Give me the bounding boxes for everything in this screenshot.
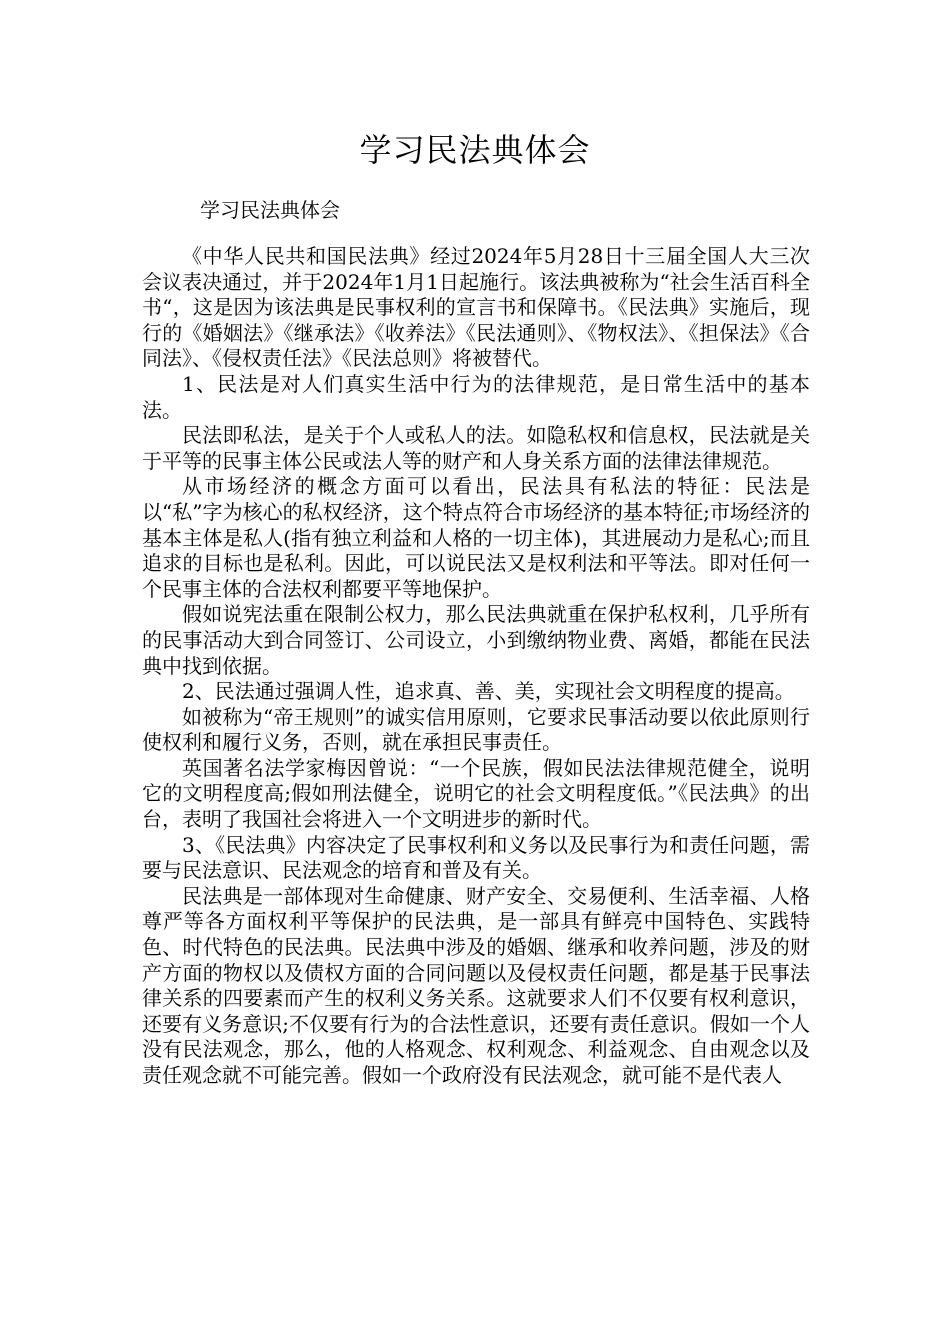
document-title: 学习民法典体会 <box>359 131 591 169</box>
document-body <box>142 244 810 1089</box>
paragraph-point-1: 1、民法是对人们真实生活中行为的法律规范，是日常生活中的基本法。 <box>142 371 810 422</box>
paragraph-point-2: 2、民法通过强调人性，追求真、善、美，实现社会文明程度的提高。 <box>182 679 795 704</box>
paragraph-private-law: 民法即私法，是关于个人或私人的法。如隐私权和信息权，民法就是关于平等的民事主体公民或法人等的财产和人身关系方面的法律法律规范。 <box>142 423 810 473</box>
paragraph-constitution: 假如说宪法重在限制公权力，那么民法典就重在保护私权利，几乎所有的民事活动大到合同签订、公司设立，小到缴纳物业费、离婚，都能在民法典中找到依据。 <box>142 602 810 678</box>
document-subtitle: 学习民法典体会 <box>200 198 340 222</box>
paragraph-point-3: 3、《民法典》内容决定了民事权利和义务以及民事行为和责任问题，需要与民法意识、民法观念的培育和普及有关。 <box>142 832 810 883</box>
paragraph-market-economy: 从市场经济的概念方面可以看出，民法具有私法的特征：民法是以“私”字为核心的私权经济，这个特点符合市场经济的基本特征;市场经济的基本主体是私人(指有独立利益和人格的一切主体)，其进展动力是私心;而且追求的目标也是私利。因此，可以说民法又是权利法和平等法。即对任何一个民事主体的合法权利都要平等地保护。 <box>142 474 810 601</box>
paragraph-good-faith: 如被称为“帝王规则”的诚实信用原则，它要求民事活动要以依此原则行使权利和履行义务，否则，就在承担民事责任。 <box>142 704 810 755</box>
paragraph-maine-quote: 英国著名法学家梅因曾说：“一个民族，假如民法法律规范健全，说明它的文明程度高;假如刑法健全，说明它的社会文明程度低。”《民法典》的出台，表明了我国社会将进入一个文明进步的新时代。 <box>142 755 810 832</box>
paragraph-civil-code-summary: 民法典是一部体现对生命健康、财产安全、交易便利、生活幸福、人格尊严等各方面权利平等保护的民法典，是一部具有鲜亮中国特色、实践特色、时代特色的民法典。民法典中涉及的婚姻、继承和收养问题，涉及的财产方面的物权以及债权方面的合同问题以及侵权责任问题，都是基于民事法律关系的四要素而产生的权利义务关系。这就要求人们不仅要有权利意识，还要有义务意识;不仅要有行为的合法性意识，还要有责任意识。假如一个人没有民法观念，那么，他的人格观念、权利观念、利益观念、自由观念以及责任观念就不可能完善。假如一个政府没有民法观念，就可能不是代表人 <box>142 883 810 1087</box>
paragraph-intro: 《中华人民共和国民法典》经过2024年5月28日十三届全国人大三次会议表决通过，并于2024年1月1日起施行。该法典被称为“社会生活百科全书“，这是因为该法典是民事权利的宣言书和保障书。《民法典》实施后，现行的《婚姻法》《继承法》《收养法》《民法通则》、《物权法》、《担保法》《合同法》、《侵权责任法》《民法总则》将被替代。 <box>142 244 810 371</box>
